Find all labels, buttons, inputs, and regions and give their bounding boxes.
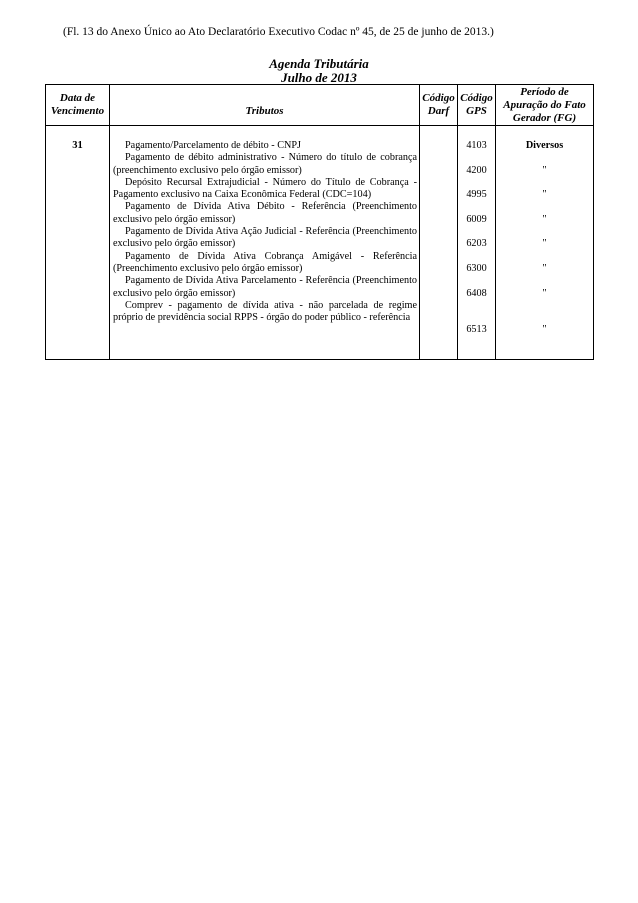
table-row <box>46 126 594 360</box>
col-header-codigo-gps: Código GPS <box>458 85 496 126</box>
due-day: 31 <box>46 126 110 360</box>
tributo-item: Pagamento/Parcelamento de débito - CNPJ <box>125 140 301 151</box>
page-title: Agenda Tributária <box>269 56 369 71</box>
periodo-value: " <box>542 287 547 299</box>
periodo-value: " <box>542 213 547 225</box>
periodo-value: " <box>542 324 547 336</box>
tributo-item: Pagamento de Dívida Ativa Cobrança Amigável - Referência (Preenchimento exclusivo pelo órgão emissor) <box>113 250 417 274</box>
tributo-item: Pagamento de Dívida Ativa Parcelamento - Referência (Preenchimento exclusivo pelo órgão emissor) <box>113 275 418 299</box>
periodo-value: " <box>542 262 547 274</box>
gps-code: 4200 <box>466 164 487 176</box>
gps-code: 4995 <box>466 189 487 201</box>
tributo-item: Pagamento de Dívida Ativa Ação Judicial - Referência (Preenchimento exclusivo pelo órgão emissor) <box>113 226 417 250</box>
table-header-row <box>46 85 594 126</box>
tributo-item: Pagamento de Dívida Ativa Débito - Referência (Preenchimento exclusivo pelo órgão emissor) <box>113 201 417 225</box>
gps-code: 6513 <box>466 324 487 336</box>
codigo-darf-cell <box>420 126 458 360</box>
periodo-value: " <box>542 189 547 201</box>
header-note: (Fl. 13 do Anexo Único ao Ato Declaratório Executivo Codac nº 45, de 25 de junho de 2013.) <box>63 26 494 38</box>
periodo-value: Diversos <box>525 140 564 151</box>
gps-code: 6203 <box>466 238 487 250</box>
gps-code: 6009 <box>466 213 487 225</box>
col-header-tributos: Tributos <box>110 85 420 126</box>
col-header-data-vencimento: Data de Vencimento <box>46 85 110 126</box>
codigo-gps-cell <box>458 126 496 360</box>
periodo-cell <box>496 126 594 360</box>
tributo-item: Pagamento de débito administrativo - Número do título de cobrança (preenchimento exclusivo pelo órgão emissor) <box>113 152 417 176</box>
gps-code: 6408 <box>466 287 487 299</box>
tributos-cell <box>110 126 420 360</box>
col-header-periodo: Período de Apuração do Fato Gerador (FG) <box>496 85 594 126</box>
page-subtitle: Julho de 2013 <box>281 70 357 85</box>
gps-code: 6300 <box>466 262 487 274</box>
periodo-value: " <box>542 238 547 250</box>
agenda-table <box>45 84 594 360</box>
tributo-item: Comprev - pagamento de dívida ativa - não parcelada de regime próprio de previdência social RPPS - órgão do poder público - referência <box>113 299 417 324</box>
col-header-codigo-darf: Código Darf <box>420 85 458 126</box>
periodo-value: " <box>542 164 547 176</box>
tributo-item: Depósito Recursal Extrajudicial - Número do Título de Cobrança - Pagamento exclusivo na Caixa Econômica Federal (CDC=104) <box>113 176 417 201</box>
gps-code: 4103 <box>466 140 487 151</box>
